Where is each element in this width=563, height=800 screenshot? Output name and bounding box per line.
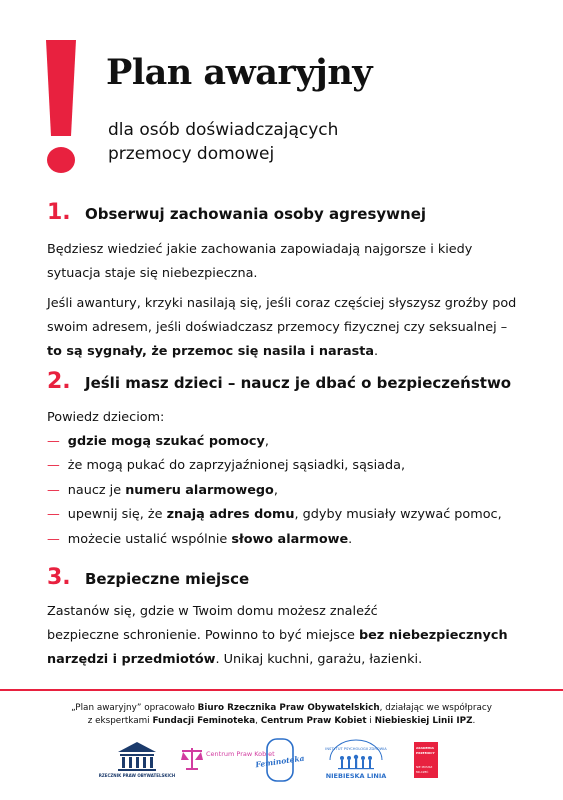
dash-bullet: — (47, 482, 60, 498)
rpo-logo-text: RZECZNIK PRAW OBYWATELSKICH (98, 773, 176, 778)
feminoteka-logo (254, 738, 305, 782)
page-subtitle (108, 118, 338, 166)
section-1-paragraph-2 (47, 292, 527, 364)
subtitle-line-2: przemocy domowej (108, 144, 275, 164)
paragraph-line: swoim adresem, jeśli doświadczasz przemocy fizycznej czy seksualnej – (47, 320, 508, 335)
list-item: — naucz je numeru alarmowego, (47, 482, 278, 498)
subtitle-line-1: dla osób doświadczających (108, 120, 339, 140)
section-title: Jeśli masz dzieci – naucz je dbać o bezpieczeństwo (85, 374, 512, 392)
credits-line-1: „Plan awaryjny” opracowało Biuro Rzecznika Praw Obywatelskich, działając we współpracy (71, 703, 492, 713)
svg-text:AKADEMIA: AKADEMIA (416, 746, 434, 750)
svg-text:MILCZEĆ: MILCZEĆ (416, 770, 429, 774)
paragraph-line: . Unikaj kuchni, garażu, łazienki. (215, 652, 423, 667)
centrum-praw-kobiet-logo (180, 746, 275, 776)
children-advice-list (47, 430, 537, 552)
emphasis-text: gdzie mogą szukać pomocy (67, 434, 265, 449)
emphasis-text: numeru alarmowego (125, 482, 274, 498)
emphasis-text: bez niebezpiecznych (358, 628, 508, 643)
section-1-paragraph-1: Będziesz wiedzieć jakie zachowania zapowiadają najgorsze i kiedy sytuacja staje się niebezpieczna. (47, 242, 473, 281)
section-1-heading (47, 200, 426, 225)
campaign-logo (414, 742, 438, 778)
list-item: — możecie ustalić wspólnie słowo alarmowe. (47, 531, 353, 547)
emphasis-text: znają adres domu (166, 507, 295, 523)
ipz-logo-text: INSTYTUT PSYCHOLOGII ZDROWIA (325, 747, 387, 751)
exclamation-icon (44, 40, 78, 174)
svg-text:NIE MUSISZ: NIE MUSISZ (416, 765, 433, 769)
section-number: 2. (47, 369, 71, 394)
dash-bullet: — (47, 531, 60, 547)
credits-line-2: z ekspertkami Fundacji Feminoteka, Centrum Praw Kobiet i Niebieskiej Linii IPZ. (87, 716, 476, 726)
emphasis-text: słowo alarmowe (231, 531, 349, 547)
dash-bullet: — (47, 434, 60, 449)
org-name: Centrum Praw Kobiet (260, 716, 367, 726)
dash-bullet: — (47, 458, 60, 474)
paragraph-line: Jeśli awantury, krzyki nasilają się, jeśli coraz częściej słyszysz groźby pod (47, 296, 517, 311)
punctuation: . (373, 344, 379, 359)
section-3-heading (47, 565, 249, 590)
page-title: Plan awaryjny (106, 52, 373, 93)
org-name: Niebieskiej Linii IPZ (374, 716, 473, 726)
feminoteka-logo-text: Feminoteka (254, 753, 305, 770)
dash-bullet: — (47, 507, 60, 523)
footer-divider (0, 689, 563, 691)
section-2-heading (47, 369, 511, 394)
list-item: — gdzie mogą szukać pomocy, (47, 434, 269, 449)
list-item: — upewnij się, że znają adres domu, gdyby musiały wzywać pomoc, (47, 507, 502, 523)
niebieska-linia-logo (324, 738, 388, 784)
paragraph-line: Zastanów się, gdzie w Twoim domu możesz znaleźć (47, 604, 378, 619)
list-item: — że mogą pukać do zaprzyjaźnionej sąsiadki, sąsiada, (47, 458, 406, 474)
section-number: 1. (47, 200, 71, 225)
cpk-logo-text: Centrum Praw Kobiet (206, 750, 275, 758)
org-name: Fundacji Feminoteka (152, 716, 256, 726)
section-title: Obserwuj zachowania osoby agresywnej (85, 205, 427, 223)
rpo-logo (98, 740, 176, 782)
org-name: Biuro Rzecznika Praw Obywatelskich (197, 703, 380, 713)
niebieska-logo-text: NIEBIESKA LINIA (325, 772, 387, 780)
emphasis-text: narzędzi i przedmiotów (47, 652, 216, 667)
section-3-paragraph (47, 600, 527, 672)
section-title: Bezpieczne miejsce (85, 570, 250, 588)
partner-logos (0, 738, 563, 788)
emphasis-text: to są sygnały, że przemoc się nasila i narasta (47, 344, 374, 359)
svg-text:PRZEMOCY: PRZEMOCY (416, 751, 435, 755)
paragraph-line: bezpieczne schronienie. Powinno to być miejsce (47, 628, 359, 643)
section-2-intro: Powiedz dzieciom: (47, 410, 165, 425)
section-number: 3. (47, 565, 71, 590)
footer-credits (0, 702, 563, 728)
